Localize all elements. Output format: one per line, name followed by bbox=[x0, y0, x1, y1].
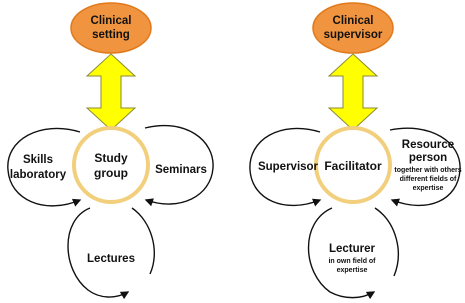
left-curve-lectures-right bbox=[132, 208, 154, 274]
right-top-label-line1: Clinical bbox=[332, 15, 374, 27]
right-node-resource-sub1: together with others bbox=[394, 167, 462, 174]
right-hub-label: Facilitator bbox=[324, 159, 382, 173]
right-node-resource-line1: Resource bbox=[401, 139, 455, 151]
right-node-resource-sub2: different fields of bbox=[399, 176, 457, 183]
right-top-label-line2: supervisor bbox=[323, 29, 383, 41]
left-diagram bbox=[8, 3, 213, 297]
left-double-arrow bbox=[87, 54, 135, 130]
left-hub-label-line1: Study bbox=[94, 151, 128, 165]
left-node-skills-line1: Skills bbox=[22, 154, 54, 166]
right-node-resource-line2: person bbox=[408, 152, 448, 164]
left-node-seminars: Seminars bbox=[155, 164, 207, 176]
right-node-resource-sub3: expertise bbox=[412, 185, 444, 192]
left-curve-skills bbox=[8, 128, 80, 205]
left-node-skills-line2: laboratory bbox=[9, 169, 67, 181]
left-top-label-line1: Clinical bbox=[90, 15, 132, 27]
right-node-lecturer-sub2: expertise bbox=[336, 267, 368, 274]
left-hub-label-line2: group bbox=[94, 166, 128, 180]
right-node-supervisor: Supervisor bbox=[257, 161, 319, 173]
right-diagram bbox=[250, 3, 462, 298]
right-curve-lecturer-right bbox=[375, 208, 398, 276]
right-node-lecturer-sub1: in own field of bbox=[328, 258, 376, 265]
right-node-lecturer: Lecturer bbox=[328, 243, 376, 255]
left-top-oval bbox=[71, 3, 151, 53]
left-hub-ring bbox=[74, 128, 148, 202]
right-double-arrow bbox=[329, 54, 377, 130]
right-top-oval bbox=[313, 3, 393, 53]
left-top-label-line2: setting bbox=[92, 29, 130, 41]
left-node-lectures: Lectures bbox=[87, 253, 135, 265]
